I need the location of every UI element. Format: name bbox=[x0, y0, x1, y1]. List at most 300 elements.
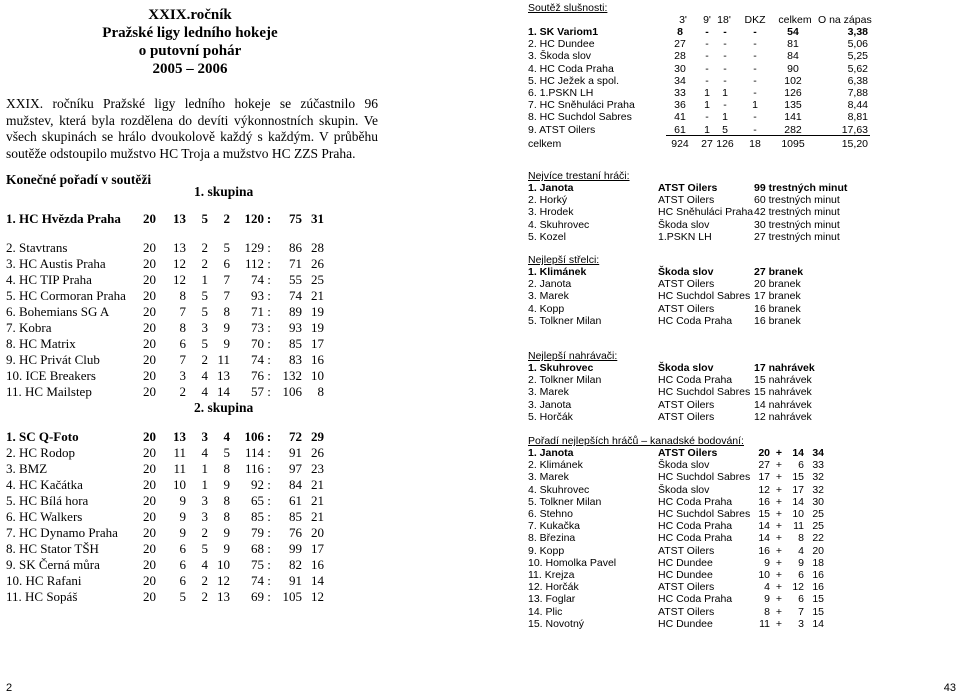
score-separator: : bbox=[267, 256, 271, 271]
team-name: 1. HC Hvězda Praha bbox=[6, 211, 121, 226]
fairplay-table bbox=[528, 14, 872, 150]
goals-against: 72 bbox=[289, 429, 302, 444]
standings-row bbox=[6, 210, 336, 227]
score-separator: : bbox=[267, 336, 271, 351]
standings-row bbox=[6, 508, 336, 525]
player-row bbox=[528, 569, 848, 582]
assists-title: Nejlepší nahrávači: bbox=[528, 350, 618, 362]
points: 25 bbox=[311, 272, 324, 287]
draws: 5 bbox=[201, 288, 208, 303]
player-team: Škoda slov bbox=[658, 362, 714, 374]
player-team: HC Suchdol Sabres bbox=[658, 386, 751, 399]
goals-for: 74 bbox=[251, 352, 264, 367]
game-misconducts: - bbox=[723, 99, 727, 112]
player-row bbox=[528, 459, 848, 472]
goals: 8 bbox=[764, 605, 770, 618]
player-row bbox=[528, 386, 848, 399]
goals-against: 91 bbox=[289, 573, 302, 588]
plus-sign: + bbox=[775, 617, 783, 630]
goals-against: 93 bbox=[289, 320, 302, 335]
title-line-3: o putovní pohár bbox=[138, 43, 242, 59]
points: 16 bbox=[311, 352, 324, 367]
team-name: 8. HC Stator TŠH bbox=[6, 541, 99, 556]
team-name: 5. HC Bílá hora bbox=[6, 493, 89, 508]
wins: 5 bbox=[179, 589, 186, 604]
draws: 4 bbox=[201, 368, 208, 383]
score-separator: : bbox=[267, 509, 271, 524]
player-stat: 99 trestných minut bbox=[754, 182, 848, 194]
plus-sign: + bbox=[775, 447, 783, 459]
player-row bbox=[528, 315, 848, 328]
player-stat: 27 branek bbox=[754, 266, 804, 278]
score-separator: : bbox=[267, 368, 271, 383]
canadian-points: 32 bbox=[812, 471, 824, 484]
points: 19 bbox=[311, 320, 324, 335]
losses: 5 bbox=[223, 240, 230, 255]
player-team: HC Coda Praha bbox=[658, 495, 733, 508]
title-line-2: Pražské ligy ledního hokeje bbox=[102, 25, 278, 41]
goals: 9 bbox=[764, 556, 770, 569]
team-name: 2. Stavtrans bbox=[6, 240, 68, 255]
player-stat: 14 nahrávek bbox=[754, 398, 812, 411]
total-minutes: 141 bbox=[784, 111, 802, 124]
fairplay-row bbox=[528, 111, 870, 124]
games-played: 20 bbox=[143, 429, 156, 444]
draws: 3 bbox=[201, 429, 208, 444]
goals: 12 bbox=[758, 483, 770, 496]
total-minutes: 54 bbox=[787, 26, 799, 38]
team-name: 10. ICE Breakers bbox=[6, 368, 96, 383]
game-misconducts: 126 bbox=[716, 137, 734, 150]
goals-for: 114 bbox=[244, 445, 264, 460]
losses: 7 bbox=[223, 288, 230, 303]
player-team: 1.PSKN LH bbox=[658, 230, 712, 243]
player-name: 3. Hrodek bbox=[528, 206, 574, 219]
title-line-1: XXIX.ročník bbox=[148, 7, 232, 23]
goals: 14 bbox=[758, 532, 770, 545]
draws: 2 bbox=[201, 256, 208, 271]
player-team: ATST Oilers bbox=[658, 447, 718, 459]
player-name: 3. Marek bbox=[528, 471, 569, 484]
column-header: 3' bbox=[679, 14, 687, 26]
losses: 14 bbox=[217, 384, 230, 399]
goals: 10 bbox=[758, 569, 770, 581]
major-penalties: - bbox=[705, 111, 709, 124]
fairplay-row bbox=[528, 63, 870, 76]
minutes-per-game: 7,88 bbox=[847, 87, 868, 99]
game-misconducts: - bbox=[723, 62, 727, 75]
player-row bbox=[528, 411, 848, 424]
team-name: 4. HC TIP Praha bbox=[6, 272, 92, 287]
plus-sign: + bbox=[775, 556, 783, 569]
player-row bbox=[528, 532, 848, 545]
game-misconducts: - bbox=[723, 50, 727, 63]
games-played: 20 bbox=[143, 336, 156, 351]
games-played: 20 bbox=[143, 589, 156, 604]
team-name: 8. HC Matrix bbox=[6, 336, 76, 351]
team-name: 8. HC Suchdol Sabres bbox=[528, 111, 632, 124]
points: 29 bbox=[311, 429, 324, 444]
team-name: 4. HC Coda Praha bbox=[528, 62, 614, 75]
goals-against: 74 bbox=[289, 288, 302, 303]
points: 26 bbox=[311, 445, 324, 460]
minutes-per-game: 8,44 bbox=[847, 99, 868, 112]
draws: 3 bbox=[201, 509, 208, 524]
games-played: 20 bbox=[143, 509, 156, 524]
player-row bbox=[528, 593, 848, 606]
plus-sign: + bbox=[775, 483, 783, 496]
player-name: 5. Tolkner Milan bbox=[528, 495, 602, 508]
minutes-per-game: 6,38 bbox=[847, 74, 868, 87]
wins: 8 bbox=[179, 288, 186, 303]
wins: 7 bbox=[179, 352, 186, 367]
losses: 9 bbox=[223, 477, 230, 492]
scorers-table bbox=[528, 266, 848, 330]
wins: 7 bbox=[179, 304, 186, 319]
wins: 6 bbox=[179, 336, 186, 351]
team-name: 11. HC Sopáš bbox=[6, 589, 78, 604]
games-played: 20 bbox=[143, 352, 156, 367]
standings-row bbox=[6, 572, 336, 589]
score-separator: : bbox=[267, 589, 271, 604]
team-name: 10. HC Rafani bbox=[6, 573, 82, 588]
losses: 7 bbox=[223, 272, 230, 287]
player-name: 7. Kukačka bbox=[528, 520, 580, 533]
goals-against: 105 bbox=[282, 589, 302, 604]
minutes-per-game: 5,06 bbox=[847, 38, 868, 51]
standings-row bbox=[6, 383, 336, 400]
games-played: 20 bbox=[143, 304, 156, 319]
fairplay-header-row bbox=[528, 14, 870, 27]
minor-penalties: 8 bbox=[677, 26, 683, 38]
score-separator: : bbox=[267, 525, 271, 540]
title-line-4: 2005 – 2006 bbox=[152, 61, 228, 77]
game-misconducts: - bbox=[723, 74, 727, 87]
player-row bbox=[528, 399, 848, 412]
goals: 9 bbox=[764, 593, 770, 606]
goals-for: 74 bbox=[251, 272, 264, 287]
goals: 15 bbox=[758, 508, 770, 520]
player-row bbox=[528, 581, 848, 594]
fairplay-row bbox=[528, 38, 870, 51]
player-team: ATST Oilers bbox=[658, 544, 715, 557]
goals-against: 91 bbox=[289, 445, 302, 460]
goals-against: 132 bbox=[282, 368, 302, 383]
standings-row bbox=[6, 428, 336, 445]
wins: 12 bbox=[173, 272, 186, 287]
team-name: 7. HC Sněhuláci Praha bbox=[528, 99, 635, 112]
draws: 4 bbox=[201, 445, 208, 460]
player-name: 1. Janota bbox=[528, 182, 574, 194]
goals: 17 bbox=[758, 471, 770, 484]
wins: 6 bbox=[179, 557, 186, 572]
player-row bbox=[528, 508, 848, 521]
canadian-points: 25 bbox=[812, 508, 824, 520]
player-team: HC Sněhuláci Praha bbox=[658, 206, 754, 219]
team-name: 7. Kobra bbox=[6, 320, 52, 335]
standings-row bbox=[6, 492, 336, 509]
major-penalties: 1 bbox=[704, 87, 710, 99]
player-row bbox=[528, 362, 848, 375]
losses: 8 bbox=[223, 304, 230, 319]
goals: 11 bbox=[759, 617, 770, 630]
goals-against: 82 bbox=[289, 557, 302, 572]
player-row bbox=[528, 557, 848, 570]
player-team: HC Coda Praha bbox=[658, 314, 733, 327]
draws: 2 bbox=[201, 352, 208, 367]
player-name: 2. Horký bbox=[528, 194, 568, 207]
assists-count: 3 bbox=[798, 617, 804, 630]
minor-penalties: 41 bbox=[674, 111, 686, 124]
total-minutes: 126 bbox=[784, 87, 802, 99]
assists-count: 14 bbox=[792, 447, 804, 459]
player-team: Škoda slov bbox=[658, 218, 710, 231]
games-played: 20 bbox=[143, 557, 156, 572]
losses: 4 bbox=[223, 429, 230, 444]
draws: 5 bbox=[201, 211, 208, 226]
losses: 10 bbox=[217, 557, 230, 572]
games-played: 20 bbox=[143, 368, 156, 383]
plus-sign: + bbox=[775, 605, 783, 618]
standings-row bbox=[6, 540, 336, 557]
assists-count: 14 bbox=[792, 495, 804, 508]
score-separator: : bbox=[267, 320, 271, 335]
assists-count: 6 bbox=[798, 593, 804, 606]
wins: 9 bbox=[179, 525, 186, 540]
intro-paragraph: XXIX. ročníku Pražské ligy ledního hokeje se zúčastnilo 96 mužstev, která byla rozdělena do devíti výkonnostních skupin. Ve všech skupinách se hrálo dvoukolově každý s každým. V průběhu soutěže odstoupilo mužstvo HC Troja a mužstvo HC ZZS Praha. bbox=[6, 96, 378, 161]
player-row bbox=[528, 231, 848, 244]
major-penalties: - bbox=[705, 50, 709, 63]
player-row bbox=[528, 374, 848, 387]
player-team: HC Suchdol Sabres bbox=[658, 290, 751, 303]
canadian-points: 33 bbox=[812, 459, 824, 472]
team-name: 6. HC Walkers bbox=[6, 509, 83, 524]
wins: 11 bbox=[173, 445, 186, 460]
team-name: 6. 1.PSKN LH bbox=[528, 87, 594, 99]
goals-for: 71 bbox=[251, 304, 264, 319]
wins: 10 bbox=[173, 477, 186, 492]
games-played: 20 bbox=[143, 256, 156, 271]
plus-sign: + bbox=[775, 471, 783, 484]
column-header: O na zápas bbox=[818, 14, 872, 26]
column-header: DKZ bbox=[744, 14, 766, 26]
canadian-points: 34 bbox=[812, 447, 824, 459]
goals-against: 86 bbox=[289, 240, 302, 255]
draws: 4 bbox=[201, 384, 208, 399]
column-header: 18' bbox=[717, 14, 731, 26]
minutes-per-game: 17,63 bbox=[841, 123, 868, 136]
player-stat: 15 nahrávek bbox=[754, 386, 812, 399]
player-name: 3. Janota bbox=[528, 398, 572, 411]
player-team: ATST Oilers bbox=[658, 278, 715, 291]
assists-count: 10 bbox=[792, 508, 804, 520]
goals-for: 79 bbox=[251, 525, 264, 540]
games-played: 20 bbox=[143, 384, 156, 399]
player-name: 5. Horčák bbox=[528, 410, 573, 423]
team-name: 4. HC Kačátka bbox=[6, 477, 83, 492]
goals-against: 84 bbox=[289, 477, 302, 492]
team-name: 5. HC Cormoran Praha bbox=[6, 288, 126, 303]
total-minutes: 84 bbox=[787, 50, 799, 63]
player-stat: 17 nahrávek bbox=[754, 362, 815, 374]
fairplay-row bbox=[528, 26, 870, 39]
draws: 2 bbox=[201, 525, 208, 540]
goals-for: 73 bbox=[251, 320, 264, 335]
plus-sign: + bbox=[775, 581, 783, 594]
goals-against: 71 bbox=[289, 256, 302, 271]
goals-for: 69 bbox=[251, 589, 264, 604]
minor-penalties: 36 bbox=[674, 99, 686, 112]
minutes-per-game: 8,81 bbox=[847, 111, 868, 124]
goals-for: 74 bbox=[251, 573, 264, 588]
points: 21 bbox=[311, 493, 324, 508]
score-separator: : bbox=[267, 541, 271, 556]
team-name: 5. HC Ježek a spol. bbox=[528, 74, 620, 87]
plus-sign: + bbox=[775, 495, 783, 508]
standings-row bbox=[6, 351, 336, 368]
goals-for: 120 bbox=[244, 211, 264, 226]
minor-penalties: 30 bbox=[674, 62, 686, 75]
goals-for: 106 bbox=[244, 429, 264, 444]
standings-row bbox=[6, 476, 336, 493]
dkz-penalties: - bbox=[753, 26, 757, 38]
player-name: 3. Marek bbox=[528, 386, 569, 399]
game-misconducts: 1 bbox=[722, 87, 728, 99]
major-penalties: - bbox=[705, 74, 709, 87]
goals-against: 75 bbox=[289, 211, 302, 226]
goals-for: 75 bbox=[251, 557, 264, 572]
player-name: 4. Skuhrovec bbox=[528, 483, 590, 496]
player-name: 4. Skuhrovec bbox=[528, 218, 590, 231]
goals-for: 112 bbox=[244, 256, 264, 271]
goals-against: 61 bbox=[289, 493, 302, 508]
player-team: ATST Oilers bbox=[658, 398, 715, 411]
team-name: 6. Bohemians SG A bbox=[6, 304, 110, 319]
plus-sign: + bbox=[775, 532, 783, 545]
draws: 1 bbox=[201, 477, 208, 492]
player-name: 14. Plic bbox=[528, 605, 563, 618]
player-row bbox=[528, 484, 848, 497]
score-separator: : bbox=[266, 211, 272, 226]
player-team: HC Suchdol Sabres bbox=[658, 508, 751, 520]
canadian-points: 20 bbox=[812, 544, 824, 557]
player-stat: 20 branek bbox=[754, 278, 801, 291]
score-separator: : bbox=[266, 429, 272, 444]
losses: 9 bbox=[223, 320, 230, 335]
goals-for: 92 bbox=[251, 477, 264, 492]
page-number-left: 2 bbox=[6, 682, 13, 694]
major-penalties: 1 bbox=[704, 123, 710, 136]
player-team: Škoda slov bbox=[658, 483, 710, 496]
points: 28 bbox=[311, 240, 324, 255]
standings-row bbox=[6, 335, 336, 352]
wins: 3 bbox=[179, 368, 186, 383]
fairplay-title: Soutěž slušnosti: bbox=[528, 2, 608, 14]
player-team: ATST Oilers bbox=[658, 302, 715, 315]
dkz-penalties: - bbox=[753, 38, 757, 51]
player-row bbox=[528, 545, 848, 558]
total-minutes: 1095 bbox=[781, 137, 805, 150]
canadian-table bbox=[528, 447, 848, 637]
player-row bbox=[528, 182, 848, 195]
draws: 4 bbox=[201, 557, 208, 572]
player-stat: 27 trestných minut bbox=[754, 230, 840, 243]
minutes-per-game: 5,62 bbox=[847, 62, 868, 75]
player-stat: 15 nahrávek bbox=[754, 374, 812, 387]
dkz-penalties: 1 bbox=[752, 99, 758, 112]
standings-row bbox=[6, 255, 336, 272]
player-name: 13. Foglar bbox=[528, 593, 576, 606]
games-played: 20 bbox=[143, 211, 156, 226]
draws: 5 bbox=[201, 541, 208, 556]
player-team: Škoda slov bbox=[658, 266, 714, 278]
plus-sign: + bbox=[775, 459, 783, 472]
minutes-per-game: 15,20 bbox=[841, 137, 868, 150]
points: 16 bbox=[311, 557, 324, 572]
points: 20 bbox=[311, 525, 324, 540]
player-name: 2. Klimánek bbox=[528, 459, 583, 472]
assists-count: 15 bbox=[792, 471, 804, 484]
player-team: HC Coda Praha bbox=[658, 374, 733, 387]
goals-for: 85 bbox=[251, 509, 264, 524]
fairplay-row bbox=[528, 99, 870, 112]
points: 19 bbox=[311, 304, 324, 319]
points: 17 bbox=[311, 336, 324, 351]
assists-count: 17 bbox=[792, 483, 804, 496]
games-played: 20 bbox=[143, 240, 156, 255]
dkz-penalties: - bbox=[753, 123, 757, 136]
player-stat: 30 trestných minut bbox=[754, 218, 840, 231]
score-separator: : bbox=[267, 240, 271, 255]
goals-against: 97 bbox=[289, 461, 302, 476]
canadian-points: 32 bbox=[812, 483, 824, 496]
standings-row bbox=[6, 287, 336, 304]
wins: 2 bbox=[179, 384, 186, 399]
losses: 9 bbox=[223, 336, 230, 351]
minor-penalties: 33 bbox=[674, 87, 686, 99]
team-name: 3. BMZ bbox=[6, 461, 48, 476]
goals-against: 99 bbox=[289, 541, 302, 556]
player-name: 9. Kopp bbox=[528, 544, 565, 557]
standings-row bbox=[6, 367, 336, 384]
goals-against: 76 bbox=[289, 525, 302, 540]
total-minutes: 81 bbox=[787, 38, 799, 51]
score-separator: : bbox=[267, 304, 271, 319]
major-penalties: - bbox=[705, 38, 709, 51]
goals-against: 55 bbox=[289, 272, 302, 287]
goals-against: 89 bbox=[289, 304, 302, 319]
points: 21 bbox=[311, 288, 324, 303]
total-minutes: 90 bbox=[787, 62, 799, 75]
player-team: HC Coda Praha bbox=[658, 520, 733, 533]
goals-for: 65 bbox=[251, 493, 264, 508]
wins: 9 bbox=[179, 493, 186, 508]
games-played: 20 bbox=[143, 320, 156, 335]
game-misconducts: 1 bbox=[722, 111, 728, 124]
goals: 16 bbox=[758, 495, 770, 508]
points: 10 bbox=[311, 368, 324, 383]
points: 14 bbox=[311, 573, 324, 588]
team-name: celkem bbox=[528, 137, 562, 150]
player-stat: 16 branek bbox=[754, 302, 801, 315]
goals-for: 129 bbox=[244, 240, 264, 255]
player-row bbox=[528, 266, 848, 279]
wins: 6 bbox=[179, 573, 186, 588]
player-team: HC Dundee bbox=[658, 556, 713, 569]
player-team: Škoda slov bbox=[658, 459, 710, 472]
wins: 13 bbox=[173, 429, 186, 444]
minor-penalties: 34 bbox=[674, 74, 686, 87]
